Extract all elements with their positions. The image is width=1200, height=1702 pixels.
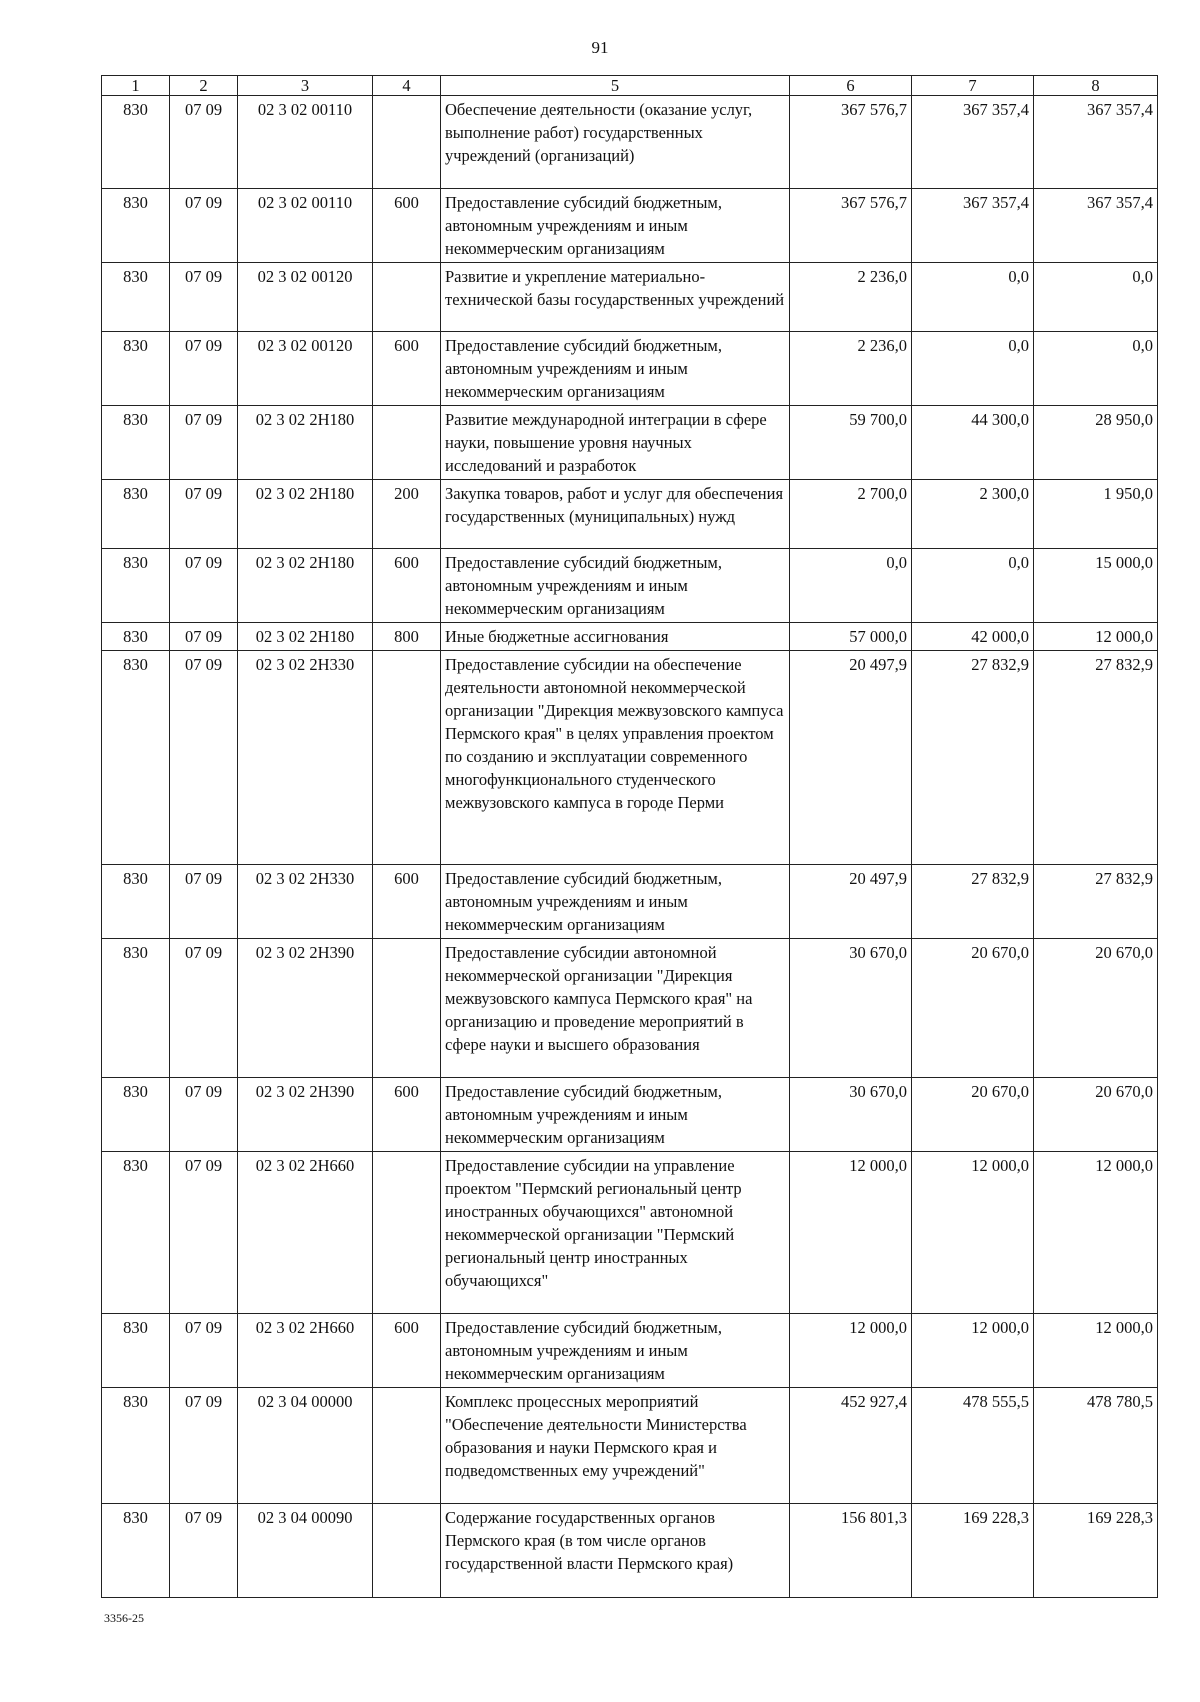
table-row — [102, 189, 1158, 263]
cell-amount-year-3: 0,0 — [1034, 263, 1158, 332]
cell-administrator-code: 830 — [102, 480, 170, 549]
cell-description: Комплекс процессных мероприятий "Обеспечение деятельности Министерства образования и науки Пермского края и подведомственных ему учреждений" — [441, 1388, 790, 1504]
cell-description: Предоставление субсидии автономной некоммерческой организации "Дирекция межвузовского кампуса Пермского края" на организацию и проведение мероприятий в сфере науки и высшего образования — [441, 939, 790, 1078]
cell-target-article: 02 3 02 2Н390 — [238, 1078, 373, 1152]
cell-amount-year-3: 367 357,4 — [1034, 96, 1158, 189]
cell-expense-type: 800 — [373, 623, 441, 651]
cell-administrator-code: 830 — [102, 332, 170, 406]
cell-expense-type — [373, 96, 441, 189]
cell-amount-year-1: 452 927,4 — [790, 1388, 912, 1504]
cell-amount-year-3: 27 832,9 — [1034, 865, 1158, 939]
cell-section-code: 07 09 — [170, 332, 238, 406]
cell-section-code: 07 09 — [170, 651, 238, 865]
cell-administrator-code: 830 — [102, 189, 170, 263]
cell-amount-year-3: 28 950,0 — [1034, 406, 1158, 480]
cell-target-article: 02 3 02 2Н180 — [238, 480, 373, 549]
table-row — [102, 1504, 1158, 1598]
cell-target-article: 02 3 02 2Н390 — [238, 939, 373, 1078]
cell-section-code: 07 09 — [170, 1152, 238, 1314]
cell-expense-type — [373, 1504, 441, 1598]
cell-amount-year-2: 27 832,9 — [912, 651, 1034, 865]
table-row — [102, 406, 1158, 480]
table-row — [102, 480, 1158, 549]
footer-document-code: 3356-25 — [104, 1611, 144, 1625]
cell-amount-year-2: 20 670,0 — [912, 939, 1034, 1078]
cell-target-article: 02 3 02 2Н180 — [238, 549, 373, 623]
cell-expense-type: 600 — [373, 1314, 441, 1388]
cell-expense-type: 200 — [373, 480, 441, 549]
cell-description: Предоставление субсидий бюджетным, автономным учреждениям и иным некоммерческим организациям — [441, 189, 790, 263]
cell-expense-type — [373, 651, 441, 865]
table-row — [102, 865, 1158, 939]
cell-amount-year-2: 27 832,9 — [912, 865, 1034, 939]
cell-amount-year-3: 1 950,0 — [1034, 480, 1158, 549]
cell-amount-year-1: 20 497,9 — [790, 651, 912, 865]
cell-target-article: 02 3 02 2Н180 — [238, 406, 373, 480]
cell-amount-year-2: 0,0 — [912, 332, 1034, 406]
table-row — [102, 939, 1158, 1078]
cell-amount-year-1: 12 000,0 — [790, 1314, 912, 1388]
header-cell: 3 — [238, 76, 373, 96]
cell-section-code: 07 09 — [170, 623, 238, 651]
cell-section-code: 07 09 — [170, 1504, 238, 1598]
cell-target-article: 02 3 02 2Н180 — [238, 623, 373, 651]
cell-amount-year-3: 0,0 — [1034, 332, 1158, 406]
cell-description: Развитие и укрепление материально-технической базы государственных учреждений — [441, 263, 790, 332]
cell-target-article: 02 3 04 00000 — [238, 1388, 373, 1504]
header-cell: 7 — [912, 76, 1034, 96]
table-row — [102, 96, 1158, 189]
cell-amount-year-3: 169 228,3 — [1034, 1504, 1158, 1598]
cell-description: Предоставление субсидий бюджетным, автономным учреждениям и иным некоммерческим организациям — [441, 1078, 790, 1152]
cell-amount-year-3: 12 000,0 — [1034, 1314, 1158, 1388]
cell-amount-year-3: 367 357,4 — [1034, 189, 1158, 263]
cell-expense-type — [373, 1152, 441, 1314]
table-row — [102, 1078, 1158, 1152]
cell-amount-year-1: 30 670,0 — [790, 1078, 912, 1152]
cell-amount-year-2: 12 000,0 — [912, 1314, 1034, 1388]
cell-section-code: 07 09 — [170, 263, 238, 332]
cell-amount-year-1: 30 670,0 — [790, 939, 912, 1078]
cell-target-article: 02 3 02 2Н330 — [238, 651, 373, 865]
cell-expense-type — [373, 939, 441, 1078]
cell-description: Предоставление субсидий бюджетным, автономным учреждениям и иным некоммерческим организациям — [441, 865, 790, 939]
header-cell: 4 — [373, 76, 441, 96]
cell-amount-year-3: 20 670,0 — [1034, 1078, 1158, 1152]
cell-description: Содержание государственных органов Пермского края (в том числе органов государственной власти Пермского края) — [441, 1504, 790, 1598]
cell-target-article: 02 3 02 2Н330 — [238, 865, 373, 939]
table-row — [102, 1388, 1158, 1504]
cell-administrator-code: 830 — [102, 1152, 170, 1314]
cell-amount-year-2: 367 357,4 — [912, 96, 1034, 189]
cell-amount-year-2: 367 357,4 — [912, 189, 1034, 263]
cell-amount-year-1: 367 576,7 — [790, 96, 912, 189]
cell-amount-year-2: 44 300,0 — [912, 406, 1034, 480]
table-row — [102, 549, 1158, 623]
cell-administrator-code: 830 — [102, 263, 170, 332]
cell-administrator-code: 830 — [102, 1504, 170, 1598]
cell-administrator-code: 830 — [102, 96, 170, 189]
cell-description: Иные бюджетные ассигнования — [441, 623, 790, 651]
cell-section-code: 07 09 — [170, 1314, 238, 1388]
cell-administrator-code: 830 — [102, 939, 170, 1078]
cell-amount-year-2: 20 670,0 — [912, 1078, 1034, 1152]
cell-target-article: 02 3 02 00110 — [238, 96, 373, 189]
cell-amount-year-1: 12 000,0 — [790, 1152, 912, 1314]
cell-amount-year-2: 42 000,0 — [912, 623, 1034, 651]
cell-amount-year-3: 478 780,5 — [1034, 1388, 1158, 1504]
cell-amount-year-2: 0,0 — [912, 549, 1034, 623]
cell-target-article: 02 3 04 00090 — [238, 1504, 373, 1598]
cell-section-code: 07 09 — [170, 189, 238, 263]
cell-expense-type — [373, 1388, 441, 1504]
cell-description: Предоставление субсидии на обеспечение деятельности автономной некоммерческой организации "Дирекция межвузовского кампуса Пермского края" в целях управления проектом по созданию и эксплуатации современного многофункционального студенческого межвузовского кампуса в городе Перми — [441, 651, 790, 865]
header-cell: 8 — [1034, 76, 1158, 96]
cell-amount-year-3: 27 832,9 — [1034, 651, 1158, 865]
cell-amount-year-1: 57 000,0 — [790, 623, 912, 651]
cell-administrator-code: 830 — [102, 1078, 170, 1152]
table-row — [102, 623, 1158, 651]
cell-amount-year-2: 2 300,0 — [912, 480, 1034, 549]
cell-expense-type — [373, 406, 441, 480]
cell-section-code: 07 09 — [170, 480, 238, 549]
page-number: 91 — [591, 38, 609, 57]
cell-target-article: 02 3 02 00110 — [238, 189, 373, 263]
cell-description: Предоставление субсидий бюджетным, автономным учреждениям и иным некоммерческим организациям — [441, 549, 790, 623]
cell-target-article: 02 3 02 2Н660 — [238, 1152, 373, 1314]
header-cell: 5 — [441, 76, 790, 96]
cell-amount-year-3: 12 000,0 — [1034, 623, 1158, 651]
cell-amount-year-1: 2 236,0 — [790, 332, 912, 406]
cell-amount-year-3: 15 000,0 — [1034, 549, 1158, 623]
cell-amount-year-3: 20 670,0 — [1034, 939, 1158, 1078]
cell-amount-year-2: 0,0 — [912, 263, 1034, 332]
cell-expense-type: 600 — [373, 549, 441, 623]
cell-amount-year-2: 478 555,5 — [912, 1388, 1034, 1504]
cell-description: Обеспечение деятельности (оказание услуг, выполнение работ) государственных учреждений (организаций) — [441, 96, 790, 189]
cell-expense-type — [373, 263, 441, 332]
cell-amount-year-1: 59 700,0 — [790, 406, 912, 480]
cell-amount-year-3: 12 000,0 — [1034, 1152, 1158, 1314]
cell-amount-year-2: 12 000,0 — [912, 1152, 1034, 1314]
table-row — [102, 651, 1158, 865]
table-row — [102, 263, 1158, 332]
cell-description: Закупка товаров, работ и услуг для обеспечения государственных (муниципальных) нужд — [441, 480, 790, 549]
cell-amount-year-1: 2 236,0 — [790, 263, 912, 332]
cell-description: Развитие международной интеграции в сфере науки, повышение уровня научных исследований и разработок — [441, 406, 790, 480]
cell-expense-type: 600 — [373, 1078, 441, 1152]
cell-administrator-code: 830 — [102, 651, 170, 865]
cell-section-code: 07 09 — [170, 939, 238, 1078]
cell-description: Предоставление субсидии на управление проектом "Пермский региональный центр иностранных обучающихся" автономной некоммерческой организации "Пермский региональный центр иностранных обучающихся" — [441, 1152, 790, 1314]
cell-administrator-code: 830 — [102, 1388, 170, 1504]
cell-amount-year-1: 2 700,0 — [790, 480, 912, 549]
cell-administrator-code: 830 — [102, 406, 170, 480]
cell-amount-year-1: 367 576,7 — [790, 189, 912, 263]
cell-administrator-code: 830 — [102, 865, 170, 939]
cell-amount-year-2: 169 228,3 — [912, 1504, 1034, 1598]
cell-amount-year-1: 156 801,3 — [790, 1504, 912, 1598]
table-header-row — [102, 76, 1158, 96]
cell-section-code: 07 09 — [170, 1078, 238, 1152]
cell-administrator-code: 830 — [102, 549, 170, 623]
cell-target-article: 02 3 02 00120 — [238, 263, 373, 332]
cell-description: Предоставление субсидий бюджетным, автономным учреждениям и иным некоммерческим организациям — [441, 332, 790, 406]
cell-administrator-code: 830 — [102, 623, 170, 651]
cell-amount-year-1: 0,0 — [790, 549, 912, 623]
cell-expense-type: 600 — [373, 332, 441, 406]
cell-amount-year-1: 20 497,9 — [790, 865, 912, 939]
cell-section-code: 07 09 — [170, 1388, 238, 1504]
cell-expense-type: 600 — [373, 865, 441, 939]
cell-administrator-code: 830 — [102, 1314, 170, 1388]
cell-expense-type: 600 — [373, 189, 441, 263]
header-cell: 6 — [790, 76, 912, 96]
cell-section-code: 07 09 — [170, 865, 238, 939]
table-row — [102, 1314, 1158, 1388]
budget-table — [101, 75, 1158, 1598]
table-row — [102, 1152, 1158, 1314]
cell-section-code: 07 09 — [170, 549, 238, 623]
cell-target-article: 02 3 02 2Н660 — [238, 1314, 373, 1388]
cell-section-code: 07 09 — [170, 406, 238, 480]
header-cell: 2 — [170, 76, 238, 96]
table-row — [102, 332, 1158, 406]
header-cell: 1 — [102, 76, 170, 96]
cell-description: Предоставление субсидий бюджетным, автономным учреждениям и иным некоммерческим организациям — [441, 1314, 790, 1388]
cell-target-article: 02 3 02 00120 — [238, 332, 373, 406]
cell-section-code: 07 09 — [170, 96, 238, 189]
